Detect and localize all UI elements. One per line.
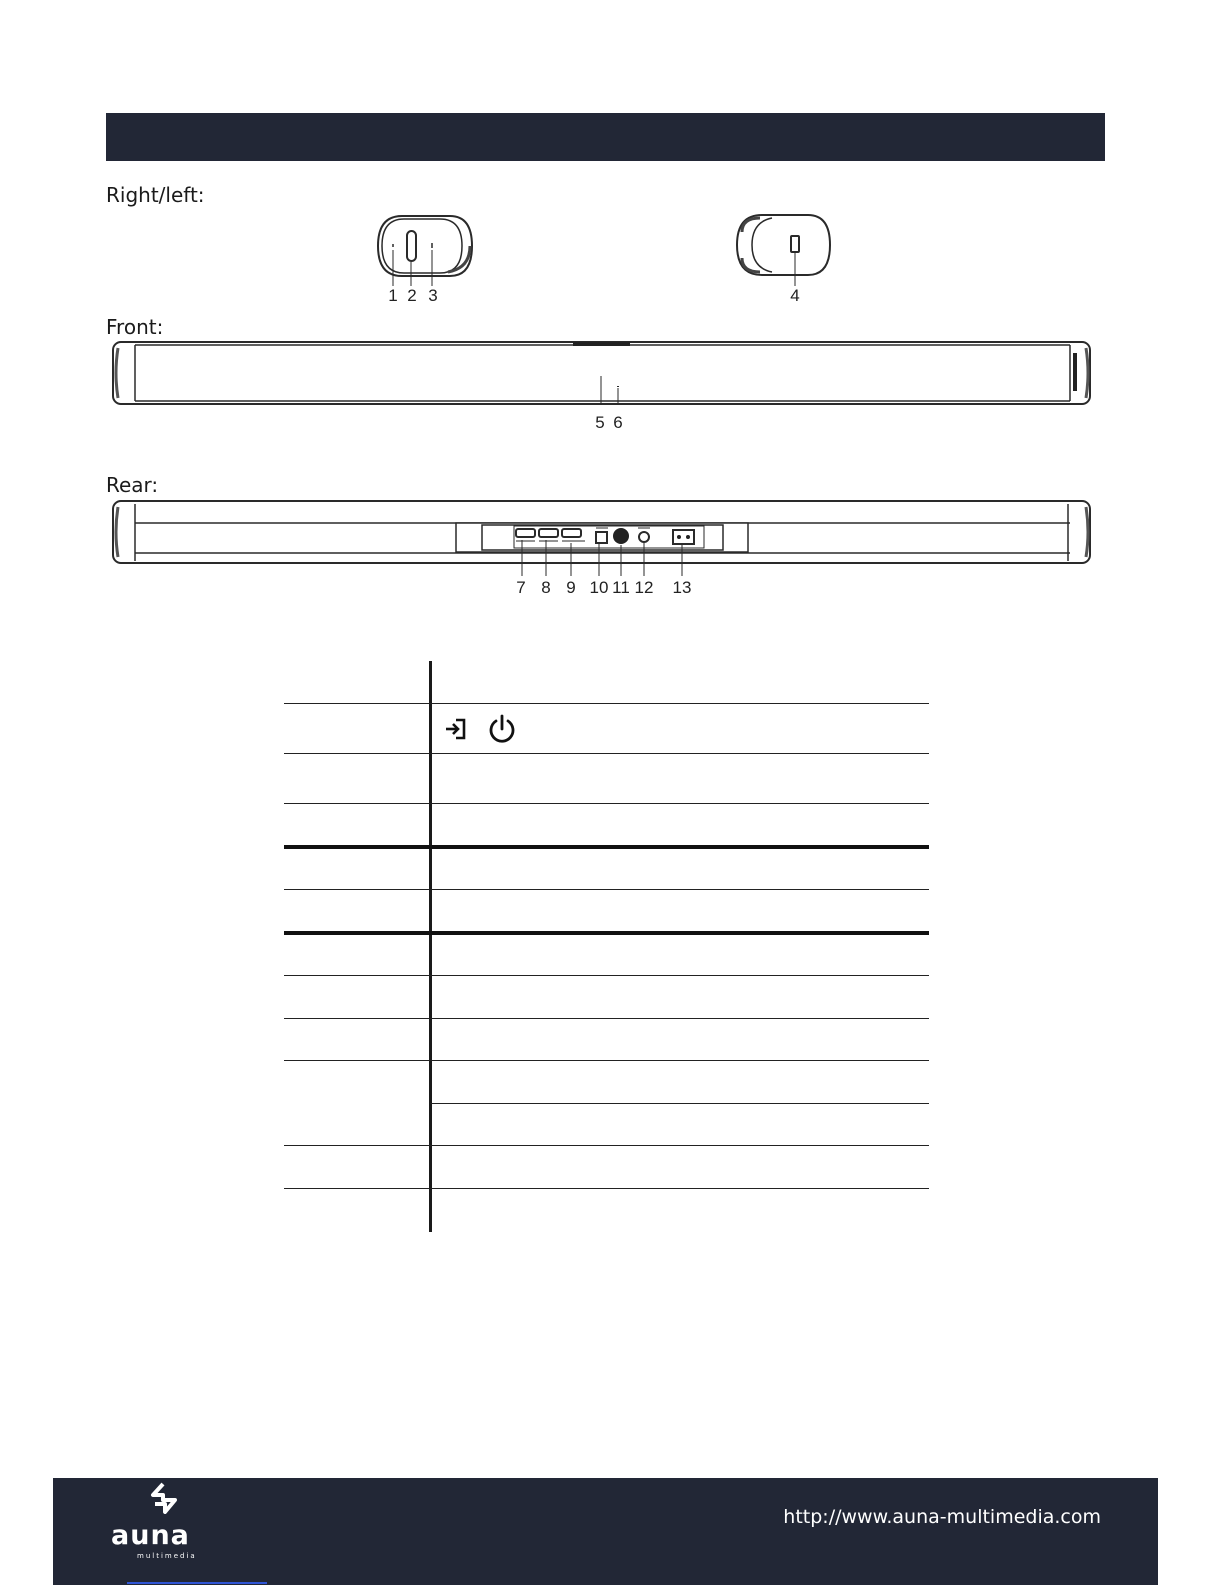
table-row-divider [284, 889, 929, 890]
callout-3: 3 [428, 286, 438, 305]
table-row-divider [284, 1145, 929, 1146]
table-row-divider [284, 703, 929, 704]
website-link[interactable]: http://www.auna-multimedia.com [783, 1506, 1101, 1528]
table-column-divider [429, 661, 432, 1232]
link-underline [127, 1582, 267, 1584]
callout-7: 7 [516, 578, 526, 597]
auna-logo-icon [149, 1482, 179, 1514]
rear-soundbar [113, 501, 1090, 576]
product-diagram [0, 0, 1225, 640]
brand-logo-text: auna [111, 1520, 190, 1551]
callout-8: 8 [541, 578, 551, 597]
left-side-cap [378, 216, 472, 286]
table-row-divider [284, 975, 929, 976]
callout-11: 11 [612, 578, 630, 597]
controls-table [284, 661, 929, 1232]
callout-12: 12 [634, 578, 654, 597]
page-footer [53, 1478, 1158, 1585]
table-row-divider [284, 803, 929, 804]
power-icon [488, 714, 516, 744]
rear-view-label: Rear: [106, 473, 159, 497]
table-row-divider [284, 1188, 929, 1189]
callout-5: 5 [595, 413, 605, 432]
table-group-divider [284, 845, 929, 849]
table-row-divider [284, 753, 929, 754]
front-soundbar [113, 342, 1090, 404]
table-subrow-divider [430, 1103, 929, 1104]
input-icon [444, 718, 468, 740]
side-view-label: Right/left: [106, 183, 205, 207]
callout-2: 2 [407, 286, 417, 305]
callout-1: 1 [388, 286, 398, 305]
table-row-divider [284, 1018, 929, 1019]
callout-10: 10 [589, 578, 609, 597]
callout-9: 9 [566, 578, 576, 597]
table-icon-cell [444, 714, 516, 744]
callout-4: 4 [790, 286, 800, 305]
table-group-divider [284, 931, 929, 935]
brand-logo-subtitle: multimedia [137, 1552, 197, 1560]
callout-13: 13 [672, 578, 692, 597]
table-row-divider [284, 1060, 929, 1061]
callout-6: 6 [613, 413, 623, 432]
right-side-cap [737, 215, 830, 286]
front-view-label: Front: [106, 315, 164, 339]
